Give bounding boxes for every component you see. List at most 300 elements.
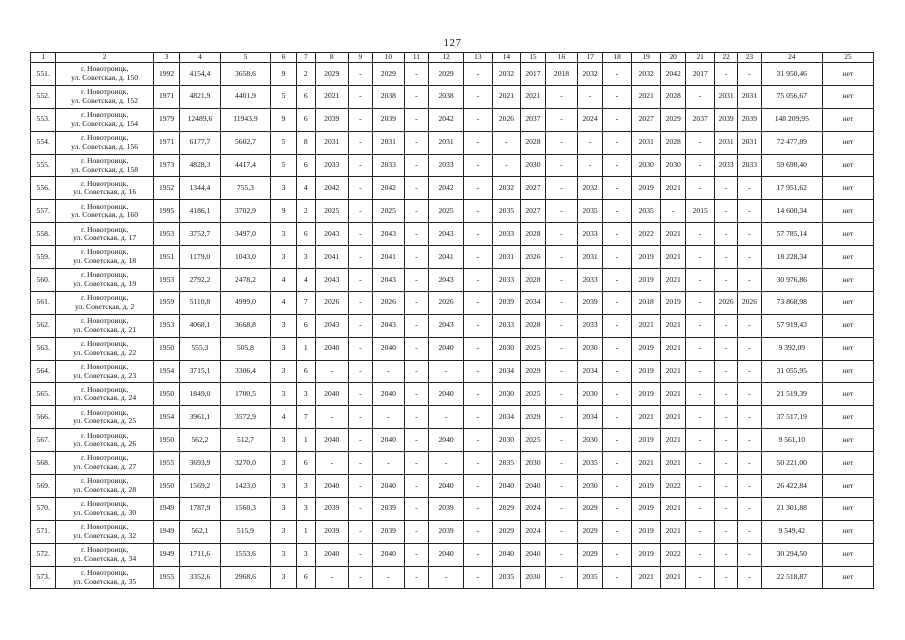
cell-col-7: 7	[296, 406, 315, 429]
cell-col-5: 2478,2	[220, 269, 271, 292]
table-row	[31, 383, 874, 406]
cell-col-21: 2017	[686, 63, 715, 86]
cell-col-9: -	[348, 520, 372, 543]
column-header-3: 3	[153, 53, 179, 63]
cell-col-3: 1953	[153, 223, 179, 246]
address-street: ул. Советская, д. 156	[71, 141, 139, 151]
cell-col-3: 1950	[153, 383, 179, 406]
row-number: 563.	[31, 337, 56, 360]
cell-col-19: 2019	[632, 520, 661, 543]
cell-col-14: 2030	[492, 429, 521, 452]
cell-col-5: 515,9	[220, 520, 271, 543]
cell-col-3: 1950	[153, 475, 179, 498]
cell-col-11: -	[404, 269, 428, 292]
address-cell	[56, 566, 153, 589]
cell-col-19: 2021	[632, 314, 661, 337]
cell-col-11: -	[404, 246, 428, 269]
cell-col-6: 3	[271, 337, 296, 360]
cell-col-21: 2037	[686, 108, 715, 131]
table-row	[31, 360, 874, 383]
row-number: 562.	[31, 314, 56, 337]
cell-col-12: 2031	[429, 131, 464, 154]
cell-col-21: -	[686, 246, 715, 269]
address-cell	[56, 543, 153, 566]
cell-col-23: -	[738, 360, 761, 383]
cell-col-3: 1949	[153, 497, 179, 520]
cell-col-16: -	[545, 85, 578, 108]
cell-col-10: 2029	[373, 63, 405, 86]
cell-col-22: -	[714, 406, 737, 429]
column-header-21: 21	[686, 53, 715, 63]
cell-col-13: -	[464, 85, 493, 108]
cell-col-8: 2029	[315, 63, 348, 86]
row-number: 572.	[31, 543, 56, 566]
column-header-10: 10	[373, 53, 405, 63]
address-city: г. Новотроицк,	[80, 64, 129, 74]
cell-col-7: 1	[296, 337, 315, 360]
column-header-5: 5	[220, 53, 271, 63]
address-street: ул. Советская, д. 26	[73, 439, 137, 449]
table-row	[31, 108, 874, 131]
cell-col-21: -	[686, 566, 715, 589]
cell-col-13: -	[464, 337, 493, 360]
flag-cell: нет	[823, 63, 874, 86]
cell-col-19: 2018	[632, 291, 661, 314]
cell-col-8: 2040	[315, 337, 348, 360]
cell-col-20: 2042	[660, 63, 685, 86]
flag-cell: нет	[823, 406, 874, 429]
cell-col-13: -	[464, 543, 493, 566]
cell-col-16: -	[545, 360, 578, 383]
cell-col-18: -	[602, 177, 632, 200]
table-row	[31, 269, 874, 292]
cell-col-16: -	[545, 543, 578, 566]
cell-col-21: -	[686, 85, 715, 108]
cell-col-21: -	[686, 497, 715, 520]
flag-cell: нет	[823, 223, 874, 246]
cell-col-7: 6	[296, 360, 315, 383]
address-cell	[56, 452, 153, 475]
cell-col-10: -	[373, 452, 405, 475]
cell-col-4: 562,1	[180, 520, 220, 543]
cell-col-14: 2039	[492, 291, 521, 314]
cell-col-9: -	[348, 429, 372, 452]
cell-col-9: -	[348, 475, 372, 498]
cell-col-14: 2029	[492, 520, 521, 543]
cell-col-6: 5	[271, 131, 296, 154]
cell-col-17: 2029	[578, 543, 602, 566]
cell-col-9: -	[348, 360, 372, 383]
cell-col-18: -	[602, 543, 632, 566]
cell-col-10: 2039	[373, 520, 405, 543]
column-header-24: 24	[761, 53, 822, 63]
cell-col-13: -	[464, 200, 493, 223]
row-number: 564.	[31, 360, 56, 383]
cell-col-12: 2042	[429, 177, 464, 200]
cell-col-22: -	[714, 246, 737, 269]
cell-col-16: -	[545, 223, 578, 246]
cell-col-12: 2026	[429, 291, 464, 314]
cell-col-10: 2040	[373, 429, 405, 452]
cost-cell: 57 919,43	[761, 314, 822, 337]
cell-col-18: -	[602, 200, 632, 223]
flag-cell: нет	[823, 314, 874, 337]
cell-col-5: 4417,4	[220, 154, 271, 177]
table-row	[31, 497, 874, 520]
column-header-20: 20	[660, 53, 685, 63]
cell-col-12: 2039	[429, 497, 464, 520]
cell-col-10: 2043	[373, 269, 405, 292]
address-city: г. Новотроицк,	[80, 384, 129, 394]
cell-col-18: -	[602, 63, 632, 86]
cell-col-19: 2019	[632, 177, 661, 200]
cell-col-20: 2021	[660, 314, 685, 337]
flag-cell: нет	[823, 566, 874, 589]
row-number: 555.	[31, 154, 56, 177]
cost-cell: 17 951,62	[761, 177, 822, 200]
address-city: г. Новотроицк,	[80, 133, 129, 143]
address-cell	[56, 406, 153, 429]
cell-col-20: 2022	[660, 475, 685, 498]
cell-col-15: 2029	[521, 406, 545, 429]
cell-col-15: 2028	[521, 223, 545, 246]
cell-col-15: 2029	[521, 360, 545, 383]
cell-col-12: -	[429, 566, 464, 589]
cell-col-6: 3	[271, 246, 296, 269]
column-header-15: 15	[521, 53, 545, 63]
cell-col-14: 2040	[492, 475, 521, 498]
cell-col-8: 2039	[315, 520, 348, 543]
cell-col-19: 2019	[632, 383, 661, 406]
table-row	[31, 406, 874, 429]
cell-col-3: 1995	[153, 200, 179, 223]
cell-col-6: 3	[271, 429, 296, 452]
table-row	[31, 291, 874, 314]
flag-cell: нет	[823, 429, 874, 452]
cell-col-11: -	[404, 337, 428, 360]
row-number: 566.	[31, 406, 56, 429]
cell-col-15: 2017	[521, 63, 545, 86]
cell-col-4: 1787,9	[180, 497, 220, 520]
cell-col-16: -	[545, 337, 578, 360]
table-row	[31, 131, 874, 154]
cell-col-18: -	[602, 406, 632, 429]
table-row	[31, 200, 874, 223]
cell-col-21: -	[686, 131, 715, 154]
row-number: 573.	[31, 566, 56, 589]
table-row	[31, 429, 874, 452]
cell-col-13: -	[464, 177, 493, 200]
cell-col-15: 2028	[521, 131, 545, 154]
cell-col-3: 1992	[153, 63, 179, 86]
cell-col-19: 2019	[632, 475, 661, 498]
cell-col-5: 1423,0	[220, 475, 271, 498]
cell-col-6: 4	[271, 269, 296, 292]
cell-col-20: 2021	[660, 383, 685, 406]
cell-col-17: 2035	[578, 200, 602, 223]
flag-cell: нет	[823, 543, 874, 566]
cell-col-4: 4828,3	[180, 154, 220, 177]
cell-col-14: 2032	[492, 63, 521, 86]
cell-col-6: 9	[271, 108, 296, 131]
flag-cell: нет	[823, 154, 874, 177]
cell-col-6: 3	[271, 177, 296, 200]
cell-col-3: 1954	[153, 360, 179, 383]
cell-col-17: 2039	[578, 291, 602, 314]
row-number: 569.	[31, 475, 56, 498]
cell-col-14: 2026	[492, 108, 521, 131]
cell-col-7: 7	[296, 291, 315, 314]
cell-col-11: -	[404, 108, 428, 131]
cell-col-10: 2043	[373, 314, 405, 337]
cell-col-8: 2031	[315, 131, 348, 154]
cell-col-5: 11943,9	[220, 108, 271, 131]
cell-col-10: 2039	[373, 497, 405, 520]
address-street: ул. Советская, д. 21	[73, 324, 137, 334]
cell-col-12: 2041	[429, 246, 464, 269]
cell-col-5: 1700,5	[220, 383, 271, 406]
cell-col-11: -	[404, 383, 428, 406]
address-street: ул. Советская, д. 2	[74, 301, 135, 311]
cell-col-21: -	[686, 314, 715, 337]
cell-col-18: -	[602, 383, 632, 406]
cell-col-6: 9	[271, 200, 296, 223]
cell-col-8: 2033	[315, 154, 348, 177]
address-cell	[56, 108, 153, 131]
cell-col-20: 2021	[660, 177, 685, 200]
cell-col-21: -	[686, 154, 715, 177]
cell-col-12: 2040	[429, 543, 464, 566]
cell-col-9: -	[348, 131, 372, 154]
cell-col-17: -	[578, 131, 602, 154]
cell-col-23: -	[738, 566, 761, 589]
cell-col-4: 4821,9	[180, 85, 220, 108]
cell-col-22: -	[714, 475, 737, 498]
cell-col-3: 1959	[153, 291, 179, 314]
cell-col-7: 2	[296, 63, 315, 86]
flag-cell: нет	[823, 200, 874, 223]
cell-col-10: 2040	[373, 475, 405, 498]
cost-cell: 14 600,34	[761, 200, 822, 223]
cell-col-4: 12489,6	[180, 108, 220, 131]
cell-col-15: 2028	[521, 314, 545, 337]
cell-col-17: 2030	[578, 337, 602, 360]
cell-col-7: 3	[296, 246, 315, 269]
cell-col-7: 6	[296, 314, 315, 337]
cell-col-11: -	[404, 177, 428, 200]
address-street: ул. Советская, д. 19	[73, 278, 137, 288]
cell-col-23: -	[738, 543, 761, 566]
cell-col-19: 2035	[632, 200, 661, 223]
cell-col-22: -	[714, 566, 737, 589]
cell-col-11: -	[404, 429, 428, 452]
cost-cell: 9 561,10	[761, 429, 822, 452]
cell-col-6: 3	[271, 566, 296, 589]
cell-col-13: -	[464, 246, 493, 269]
cell-col-13: -	[464, 497, 493, 520]
cell-col-17: 2030	[578, 475, 602, 498]
cell-col-14: 2029	[492, 497, 521, 520]
cell-col-22: -	[714, 314, 737, 337]
cell-col-6: 3	[271, 452, 296, 475]
address-city: г. Новотроицк,	[80, 110, 129, 120]
cell-col-10: 2031	[373, 131, 405, 154]
cell-col-19: 2027	[632, 108, 661, 131]
flag-cell: нет	[823, 337, 874, 360]
cost-cell: 57 785,14	[761, 223, 822, 246]
cell-col-12: 2043	[429, 269, 464, 292]
column-header-11: 11	[404, 53, 428, 63]
cell-col-8: -	[315, 406, 348, 429]
cost-cell: 9 549,42	[761, 520, 822, 543]
cell-col-11: -	[404, 154, 428, 177]
cell-col-18: -	[602, 154, 632, 177]
cell-col-15: 2034	[521, 291, 545, 314]
cell-col-8: 2021	[315, 85, 348, 108]
cell-col-20: 2028	[660, 85, 685, 108]
column-header-13: 13	[464, 53, 493, 63]
flag-cell: нет	[823, 246, 874, 269]
address-street: ул. Советская, д. 32	[73, 530, 137, 540]
cell-col-22: -	[714, 269, 737, 292]
cell-col-23: 2026	[738, 291, 761, 314]
cell-col-22: -	[714, 200, 737, 223]
cell-col-8: 2026	[315, 291, 348, 314]
cell-col-23: 2039	[738, 108, 761, 131]
address-cell	[56, 520, 153, 543]
cell-col-19: 2031	[632, 131, 661, 154]
address-street: ул. Советская, д. 25	[73, 416, 137, 426]
flag-cell: нет	[823, 85, 874, 108]
address-city: г. Новотроицк,	[80, 155, 129, 165]
flag-cell: нет	[823, 360, 874, 383]
cell-col-20: 2021	[660, 452, 685, 475]
cell-col-13: -	[464, 314, 493, 337]
cell-col-10: 2038	[373, 85, 405, 108]
register-body	[31, 63, 874, 589]
cell-col-23: -	[738, 497, 761, 520]
cell-col-16: -	[545, 177, 578, 200]
cell-col-17: 2033	[578, 314, 602, 337]
cell-col-12: 2040	[429, 429, 464, 452]
row-number: 570.	[31, 497, 56, 520]
cost-cell: 50 221,00	[761, 452, 822, 475]
cell-col-22: -	[714, 337, 737, 360]
cell-col-20: 2021	[660, 566, 685, 589]
cell-col-23: -	[738, 246, 761, 269]
cell-col-8: 2043	[315, 314, 348, 337]
cell-col-9: -	[348, 566, 372, 589]
cell-col-21: -	[686, 223, 715, 246]
cell-col-4: 1849,0	[180, 383, 220, 406]
cell-col-3: 1955	[153, 452, 179, 475]
cell-col-11: -	[404, 200, 428, 223]
address-street: ул. Советская, д. 23	[73, 370, 137, 380]
cell-col-23: 2031	[738, 85, 761, 108]
cell-col-18: -	[602, 314, 632, 337]
cell-col-4: 555,3	[180, 337, 220, 360]
flag-cell: нет	[823, 475, 874, 498]
cell-col-16: -	[545, 269, 578, 292]
cost-cell: 37 517,19	[761, 406, 822, 429]
address-street: ул. Советская, д. 18	[73, 256, 137, 266]
cell-col-5: 3306,4	[220, 360, 271, 383]
cell-col-22: 2031	[714, 85, 737, 108]
address-street: ул. Советская, д. 154	[71, 118, 139, 128]
cost-cell: 59 690,40	[761, 154, 822, 177]
cell-col-15: 2021	[521, 85, 545, 108]
cell-col-13: -	[464, 108, 493, 131]
cell-col-22: -	[714, 63, 737, 86]
cell-col-13: -	[464, 452, 493, 475]
cell-col-23: 2031	[738, 131, 761, 154]
table-row	[31, 63, 874, 86]
cell-col-12: 2042	[429, 108, 464, 131]
cell-col-23: -	[738, 314, 761, 337]
cell-col-9: -	[348, 200, 372, 223]
cell-col-11: -	[404, 360, 428, 383]
cost-cell: 72 477,89	[761, 131, 822, 154]
row-number: 567.	[31, 429, 56, 452]
cell-col-22: -	[714, 520, 737, 543]
cell-col-5: 4999,0	[220, 291, 271, 314]
cell-col-19: 2019	[632, 246, 661, 269]
cell-col-5: 505,8	[220, 337, 271, 360]
cell-col-12: 2040	[429, 475, 464, 498]
cell-col-17: 2030	[578, 429, 602, 452]
cell-col-7: 3	[296, 475, 315, 498]
table-row	[31, 452, 874, 475]
cell-col-13: -	[464, 383, 493, 406]
cell-col-11: -	[404, 85, 428, 108]
cell-col-17: -	[578, 85, 602, 108]
cell-col-20: 2019	[660, 291, 685, 314]
address-cell	[56, 154, 153, 177]
cell-col-18: -	[602, 337, 632, 360]
cell-col-6: 3	[271, 360, 296, 383]
cell-col-7: 6	[296, 108, 315, 131]
cell-col-5: 1553,6	[220, 543, 271, 566]
cell-col-21: -	[686, 406, 715, 429]
cell-col-10: 2041	[373, 246, 405, 269]
address-street: ул. Советская, д. 35	[73, 576, 137, 586]
address-street: ул. Советская, д. 150	[71, 72, 139, 82]
cell-col-7: 2	[296, 200, 315, 223]
cell-col-9: -	[348, 154, 372, 177]
cell-col-16: -	[545, 429, 578, 452]
cell-col-21: -	[686, 291, 715, 314]
cell-col-7: 8	[296, 131, 315, 154]
table-row	[31, 246, 874, 269]
address-city: г. Новотроицк,	[80, 316, 129, 326]
cell-col-22: -	[714, 429, 737, 452]
flag-cell: нет	[823, 383, 874, 406]
flag-cell: нет	[823, 108, 874, 131]
cell-col-15: 2028	[521, 269, 545, 292]
table-row	[31, 475, 874, 498]
cell-col-12: 2025	[429, 200, 464, 223]
address-city: г. Новотроицк,	[80, 545, 129, 555]
address-cell	[56, 177, 153, 200]
cell-col-3: 1952	[153, 177, 179, 200]
table-row	[31, 223, 874, 246]
cell-col-4: 3715,1	[180, 360, 220, 383]
flag-cell: нет	[823, 131, 874, 154]
cell-col-10: 2040	[373, 337, 405, 360]
page-number: 127	[443, 37, 462, 49]
cell-col-21: -	[686, 475, 715, 498]
cell-col-8: 2025	[315, 200, 348, 223]
